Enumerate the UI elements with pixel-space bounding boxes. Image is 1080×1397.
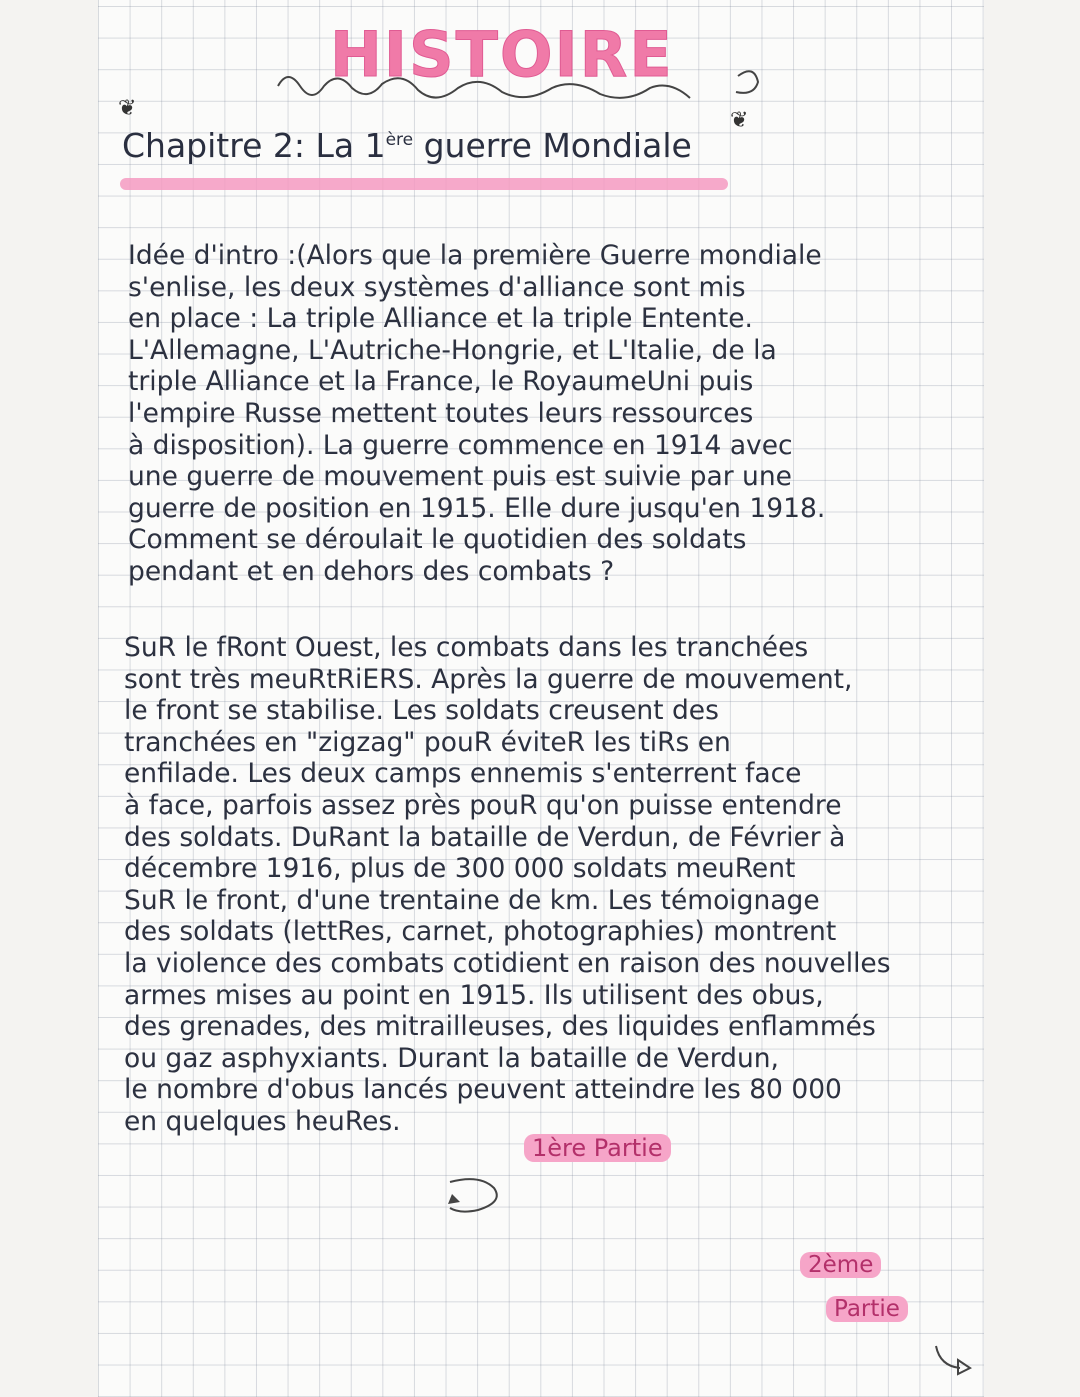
body-line: des soldats. DuRant la bataille de Verdun, de Février à: [124, 821, 846, 853]
body-line: ou gaz asphyxiants. Durant la bataille de Verdun,: [124, 1042, 779, 1074]
body-line: en quelques heuRes.: [124, 1105, 401, 1137]
body-line: le front se stabilise. Les soldats creusent des: [124, 695, 719, 727]
intro-line: Comment se déroulait le quotidien des soldats: [128, 524, 747, 556]
body-line: armes mises au point en 1915. Ils utilisent des obus,: [124, 979, 824, 1011]
curved-arrow-icon: [930, 1340, 980, 1380]
curved-arrow-icon: [440, 1172, 520, 1222]
intro-line: l'empire Russe mettent toutes leurs ressources: [128, 397, 754, 429]
intro-paragraph: [128, 240, 825, 588]
right-margin: [984, 0, 1080, 1397]
part-two-highlight-2: Partie: [826, 1296, 908, 1322]
intro-line: Idée d'intro :(Alors que la première Guerre mondiale: [128, 240, 822, 271]
intro-line: L'Allemagne, L'Autriche-Hongrie, et L'Italie, de la: [128, 334, 777, 366]
intro-line: pendant et en dehors des combats ?: [128, 555, 615, 587]
body-line: SuR le fRont Ouest, les combats dans les tranchées: [124, 632, 809, 663]
intro-line: une guerre de mouvement puis est suivie par une: [128, 461, 792, 493]
body-line: la violence des combats cotidient en raison des nouvelles: [124, 947, 891, 979]
body-paragraph: [124, 632, 891, 1138]
intro-line: guerre de position en 1915. Elle dure jusqu'en 1918.: [128, 492, 826, 524]
chapter-suffix: guerre Mondiale: [413, 126, 692, 165]
body-line: SuR le front, d'une trentaine de km. Les témoignage: [124, 884, 820, 916]
part-two-highlight-1: 2ème: [800, 1252, 881, 1278]
body-line: sont très meuRtRiERS. Après la guerre de mouvement,: [124, 663, 853, 695]
intro-line: triple Alliance et la France, le RoyaumeUni puis: [128, 366, 754, 398]
body-line: des grenades, des mitrailleuses, des liquides enflammés: [124, 1011, 876, 1043]
body-line: le nombre d'obus lancés peuvent atteindre les 80 000: [124, 1074, 842, 1106]
page-title: HISTOIRE: [330, 18, 674, 91]
part-one-highlight: 1ère Partie: [524, 1134, 671, 1162]
body-line: décembre 1916, plus de 300 000 soldats meuRent: [124, 853, 796, 885]
part-one-label: [524, 1132, 671, 1164]
left-margin: [0, 0, 98, 1397]
body-line: enfilade. Les deux camps ennemis s'enterrent face: [124, 758, 802, 790]
chapter-heading: [122, 126, 692, 165]
intro-line: s'enlise, les deux systèmes d'alliance sont mis: [128, 271, 746, 303]
flourish-icon: ❦: [730, 108, 749, 133]
body-line: des soldats (lettRes, carnet, photographies) montrent: [124, 916, 837, 948]
chapter-underline: [120, 178, 728, 190]
chapter-sup: ère: [385, 130, 414, 150]
body-line: à face, parfois assez près pouR qu'on puisse entendre: [124, 789, 842, 821]
intro-line: à disposition). La guerre commence en 1914 avec: [128, 429, 793, 461]
body-line: tranchées en "zigzag" pouR éviteR les tiRs en: [124, 726, 731, 758]
part-two-label-line2: [826, 1296, 908, 1322]
part-two-label-line1: [800, 1252, 881, 1278]
chapter-prefix: Chapitre 2: La 1: [122, 126, 386, 165]
flourish-icon: ❦: [118, 96, 137, 121]
intro-line: en place : La triple Alliance et la triple Entente.: [128, 303, 753, 335]
